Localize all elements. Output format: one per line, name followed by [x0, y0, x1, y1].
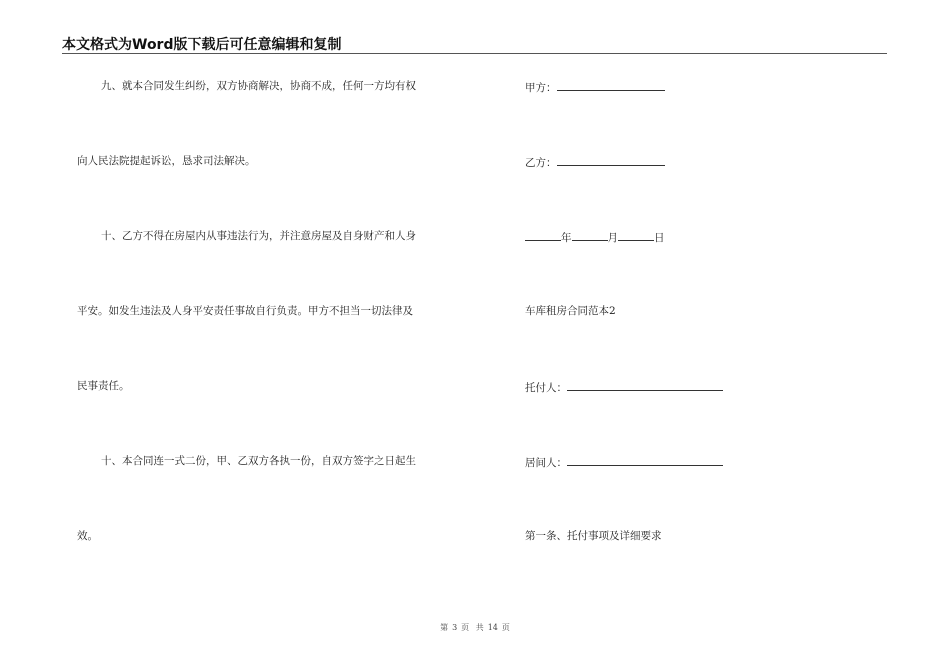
agent-label: 居间人： — [525, 457, 567, 469]
year-label: 年 — [561, 232, 572, 244]
page-number — [0, 622, 950, 633]
month-blank — [572, 229, 608, 241]
party-a-blank — [557, 79, 665, 91]
clause-ten-b-line-1: 十、本合同连一式二份，甲、乙双方各执一份，自双方签字之日起生 — [101, 455, 416, 467]
year-blank — [525, 229, 561, 241]
page-unit: 页 — [461, 623, 470, 632]
header-divider — [62, 53, 887, 54]
day-blank — [618, 229, 654, 241]
current-page: 3 — [452, 623, 458, 632]
clause-nine-line-1: 九、就本合同发生纠纷，双方协商解决，协商不成，任何一方均有权 — [101, 80, 416, 92]
total-prefix: 共 — [475, 623, 484, 632]
principal-blank — [567, 379, 723, 391]
contract-title: 车库租房合同范本2 — [525, 305, 616, 317]
date-line — [525, 229, 665, 245]
page-prefix: 第 — [440, 623, 449, 632]
principal-label: 托付人： — [525, 382, 567, 394]
clause-ten-line-3: 民事责任。 — [77, 380, 130, 392]
party-b-label: 乙方： — [525, 157, 557, 169]
party-b-blank — [557, 154, 665, 166]
clause-ten-line-1: 十、乙方不得在房屋内从事违法行为，并注意房屋及自身财产和人身 — [101, 230, 416, 242]
party-a-label: 甲方： — [525, 82, 557, 94]
principal-signature-line — [525, 379, 723, 395]
party-a-signature-line — [525, 79, 665, 95]
day-label: 日 — [654, 232, 665, 244]
total-unit: 页 — [501, 623, 510, 632]
header-title: 本文格式为Word版下载后可任意编辑和复制 — [62, 37, 342, 53]
party-b-signature-line — [525, 154, 665, 170]
agent-signature-line — [525, 454, 723, 470]
article-one-heading: 第一条、托付事项及详细要求 — [525, 530, 662, 542]
total-pages: 14 — [487, 623, 498, 632]
clause-ten-line-2: 平安。如发生违法及人身平安责任事故自行负责。甲方不担当一切法律及 — [77, 305, 413, 317]
agent-blank — [567, 454, 723, 466]
clause-ten-b-line-2: 效。 — [77, 530, 98, 542]
clause-nine-line-2: 向人民法院提起诉讼，恳求司法解决。 — [77, 155, 256, 167]
month-label: 月 — [607, 232, 618, 244]
